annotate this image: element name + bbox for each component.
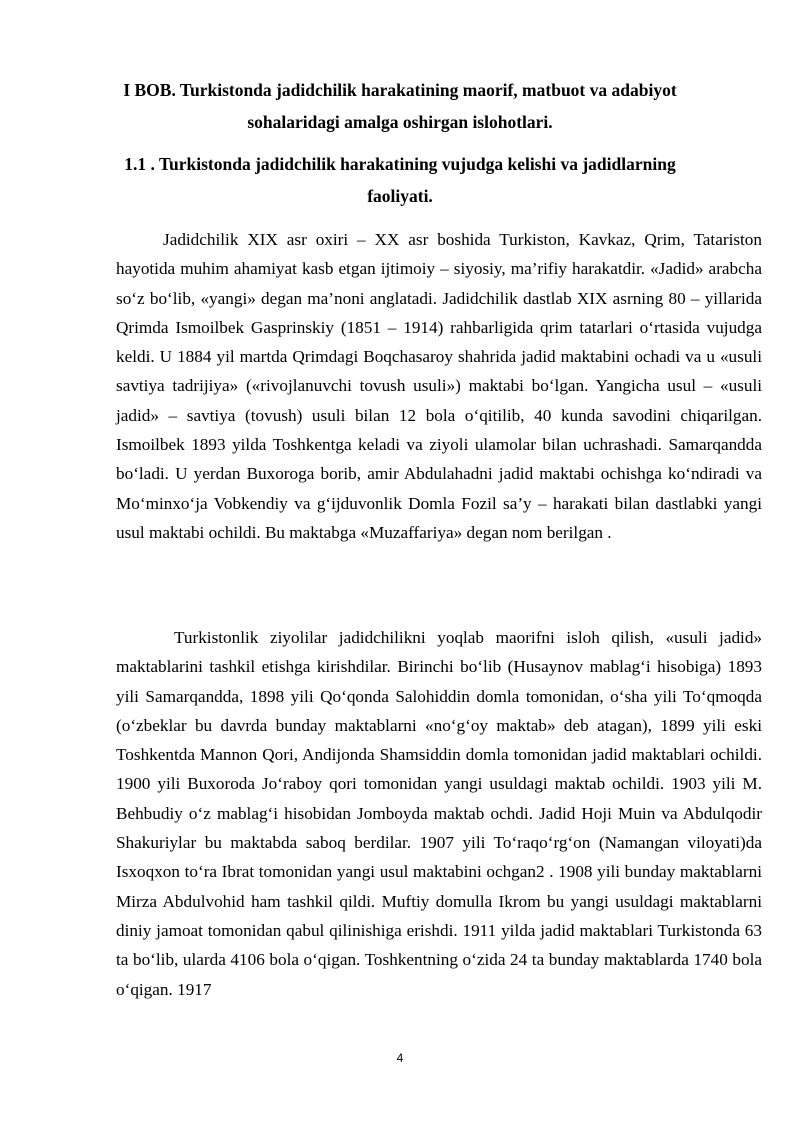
section-title: 1.1 . Turkistonda jadidchilik harakatining vujudga kelishi va jadidlarning faoliyati. [124, 154, 676, 206]
body-paragraph: Jadidchilik XIX asr oxiri – XX asr boshida Turkiston, Kavkaz, Qrim, Tatariston hayotida muhim ahamiyat kasb etgan ijtimoiy – siyosiy, ma’rifiy harakatdir. «Jadid» arabcha so‘z bo‘lib, «yangi» degan ma’noni anglatadi. Jadidchilik dastlab XIX asrning 80 – yillarida Qrimda Ismoilbek Gasprinskiy (1851 – 1914) rahbarligida qrim tatarlari o‘rtasida vujudga keldi. U 1884 yil martda Qrimdagi Boqchasaroy shahrida jadid maktabini ochadi va u «usuli savtiya tadrijiya» («rivojlanuvchi tovush usuli») maktabi bo‘lgan. Yangicha usul – «usuli jadid» – savtiya (tovush) usuli bilan 12 bola o‘qitilib, 40 kunda savodini chiqarilgan. Ismoilbek 1893 yilda Toshkentga keladi va ziyoli ulamolar bilan uchrashadi. Samarqandda bo‘ladi. U yerdan Buxoroga borib, amir Abdulahadni jadid maktabi ochishga ko‘ndiradi va Mo‘minxo‘ja Vobkendiy va g‘ijduvonlik Domla Fozil sa’y – harakati bilan dastlabki yangi usul maktabi ochildi. Bu maktabga «Muzaffariya» degan nom berilgan . [116, 230, 762, 542]
chapter-title: I BOB. Turkistonda jadidchilik harakatining maorif, matbuot va adabiyot sohalaridagi amalga oshirgan islohotlari. [123, 80, 677, 132]
page-number: 4 [396, 1051, 404, 1065]
body-paragraph: Turkistonlik ziyolilar jadidchilikni yoqlab maorifni isloh qilish, «usuli jadid» maktablarini tashkil etishga kirishdilar. Birinchi bo‘lib (Husaynov mablag‘i hisobiga) 1893 yili Samarqandda, 1898 yili Qo‘qonda Salohiddin domla tomonidan, o‘sha yili To‘qmoqda (o‘zbeklar bu davrda bunday maktablarni «no‘g‘oy maktab» deb atagan), 1899 yili eski Toshkentda Mannon Qori, Andijonda Shamsiddin domla tomonidan jadid maktablari ochildi. 1900 yili Buxoroda Jo‘raboy qori tomonidan yangi usuldagi maktab ochildi. 1903 yili M. Behbudiy o‘z mablag‘i hisobidan Jomboyda maktab ochdi. Jadid Hoji Muin va Abdulqodir Shakuriylar bu maktabda saboq berdilar. 1907 yili To‘raqo‘rg‘on (Namangan viloyati)da Isxoqxon to‘ra Ibrat tomonidan yangi usul maktabini ochgan2 . 1908 yili bunday maktablarni Mirza Abdulvohid ham tashkil qildi. Muftiy domulla Ikrom bu yangi usuldagi maktablarni diniy jamoat tomonidan qabul qilinishiga erishdi. 1911 yilda jadid maktablari Turkistonda 63 ta bo‘lib, ularda 4106 bola o‘qigan. Toshkentning o‘zida 24 ta bunday maktablarda 1740 bola o‘qigan. 1917 [116, 628, 762, 999]
